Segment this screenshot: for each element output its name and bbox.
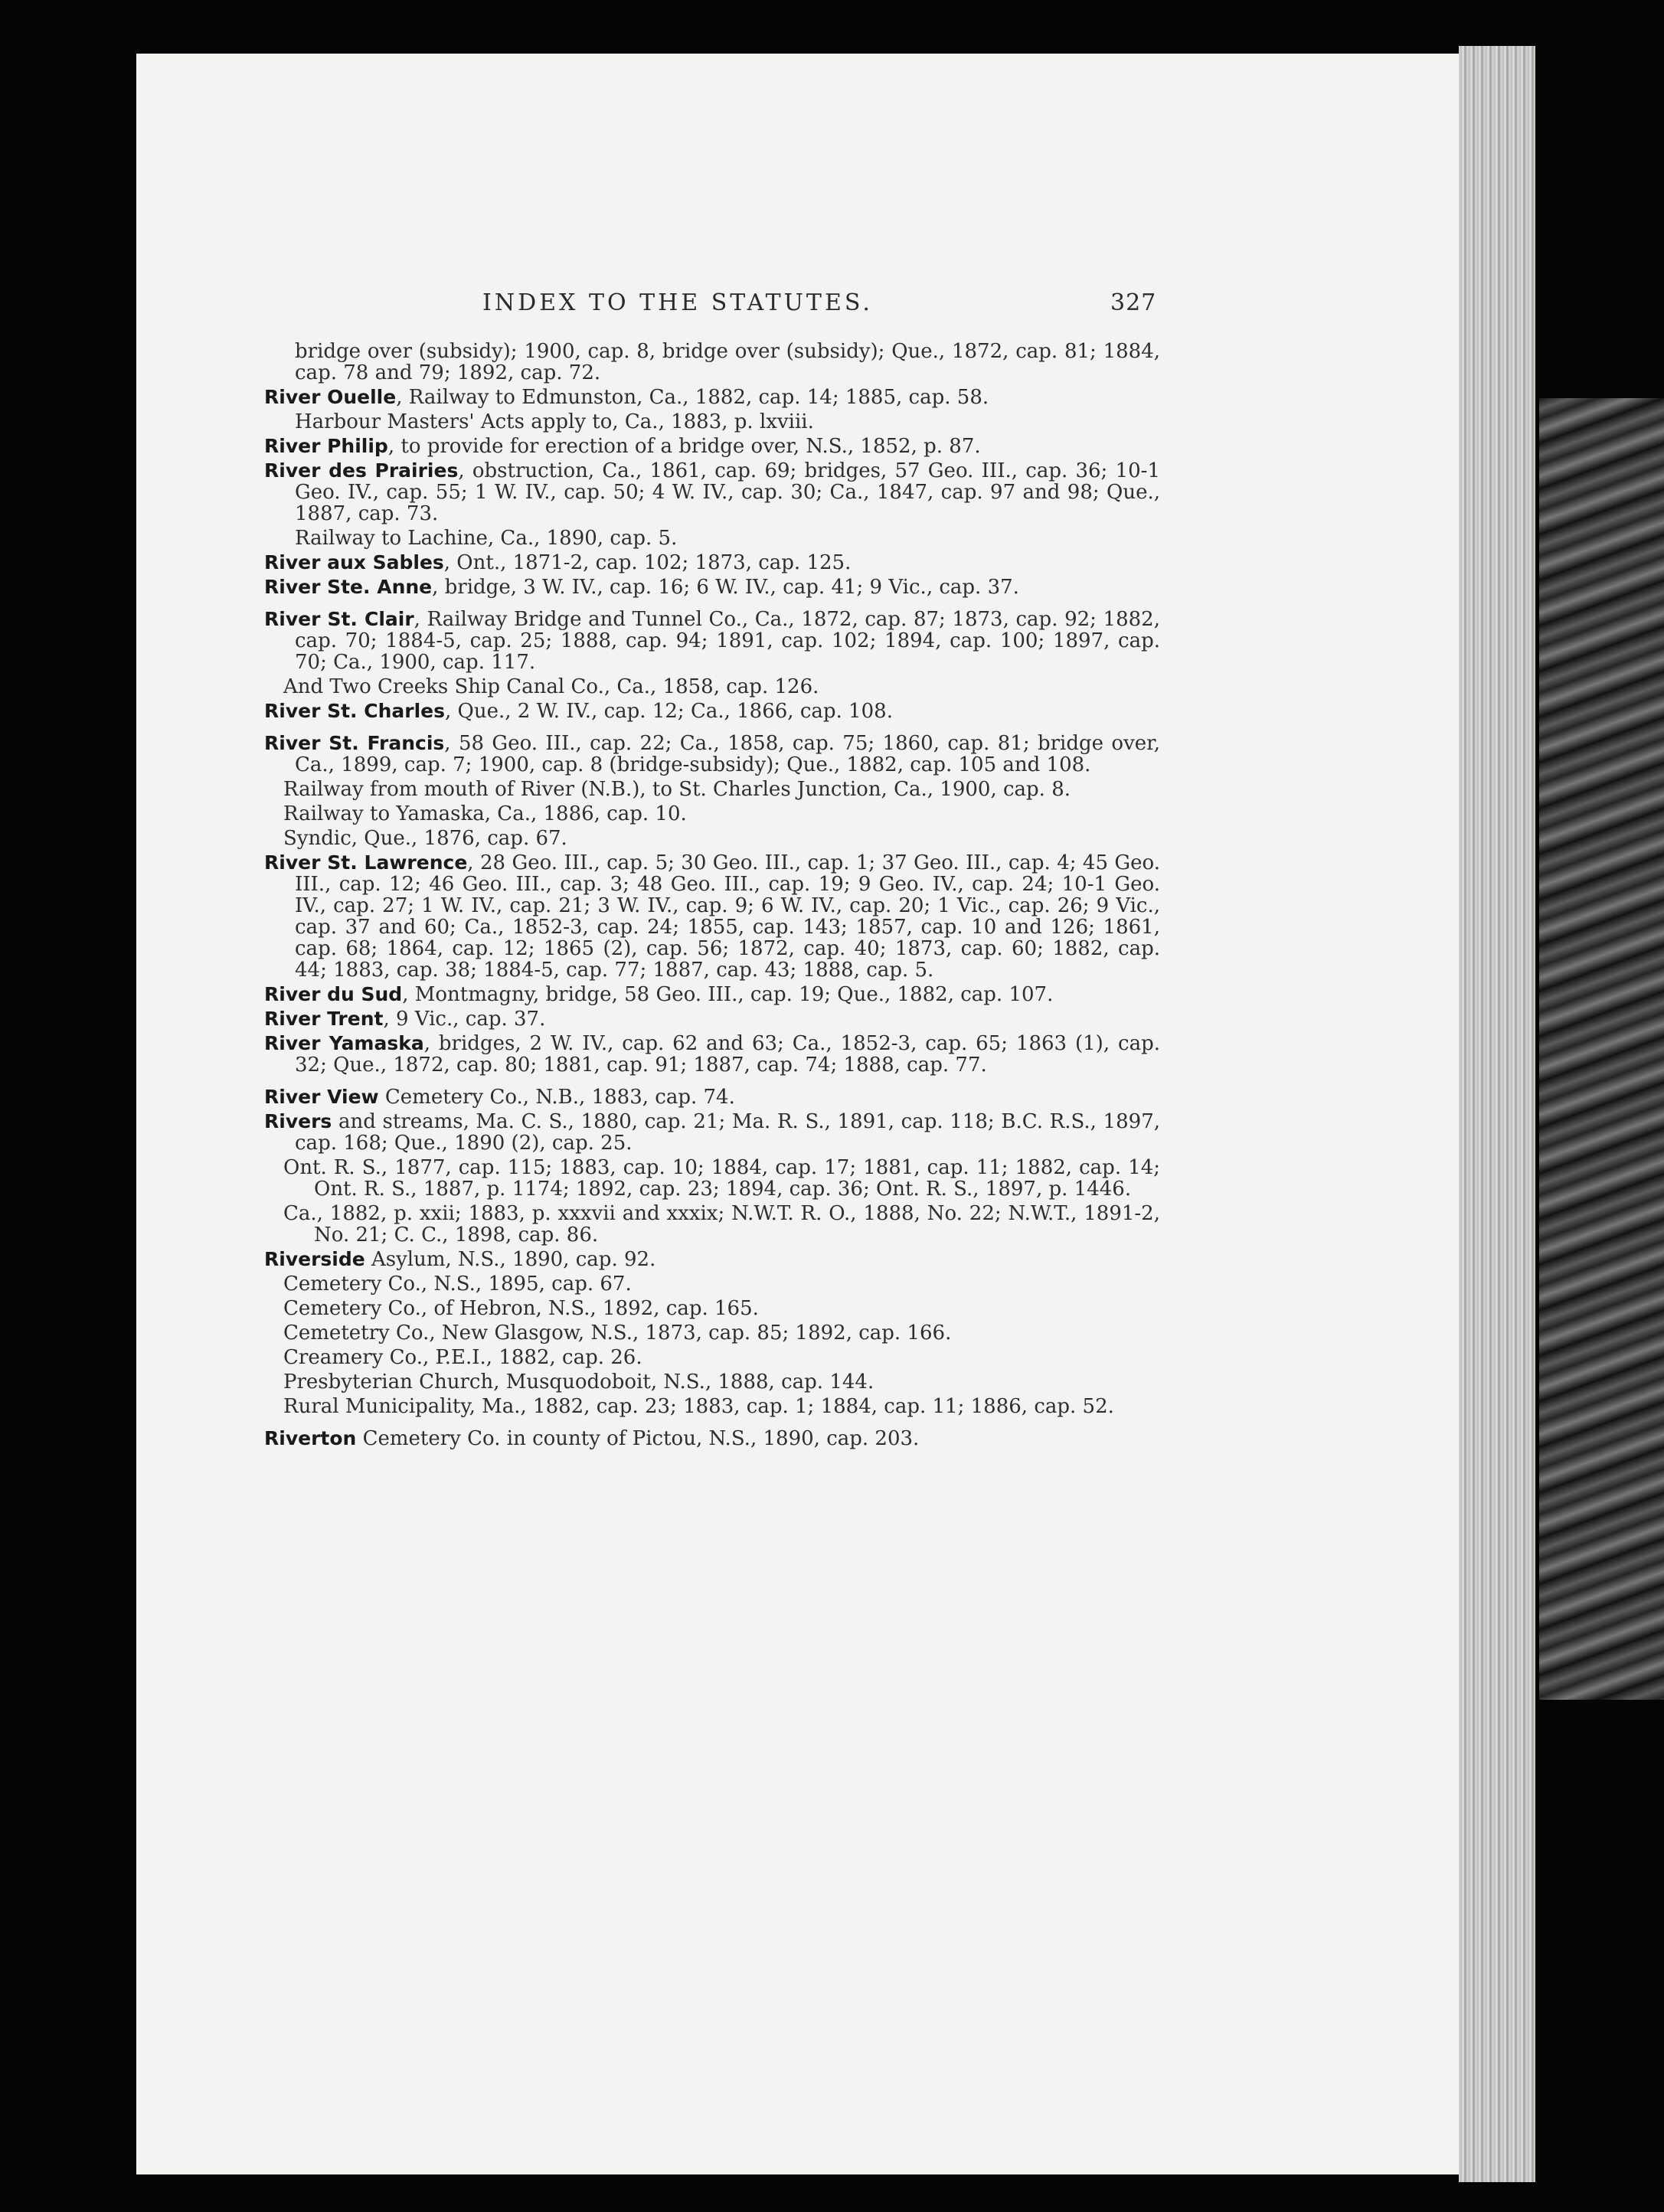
entry-heading: River St. Lawrence — [264, 851, 468, 874]
entry-text: Cemetetry Co., New Glasgow, N.S., 1873, cap. 85; 1892, cap. 166. — [283, 1322, 952, 1345]
entry-text: Cemetery Co., of Hebron, N.S., 1892, cap. 165. — [283, 1297, 759, 1320]
index-entry — [283, 676, 1160, 698]
entry-text: and streams, Ma. C. S., 1880, cap. 21; Ma. R. S., 1891, cap. 118; B.C. R.S., 1897, cap. 168; Que., 1890 (2), cap. 25. — [295, 1110, 1160, 1155]
index-entry — [283, 1273, 1160, 1295]
page-number: 327 — [1110, 289, 1157, 316]
entry-heading: River aux Sables — [264, 551, 444, 573]
index-entry — [264, 387, 1160, 408]
index-entry — [283, 828, 1160, 849]
index-entry — [283, 1322, 1160, 1344]
index-entry — [264, 1428, 1160, 1449]
entry-text: , 58 Geo. III., cap. 22; Ca., 1858, cap. 75; 1860, cap. 81; bridge over, Ca., 1899, cap. 7; 1900, cap. 8 (bridge-subsidy); Que., 1882, cap. 105 and 108. — [295, 732, 1160, 776]
header-title: INDEX TO THE STATUTES. — [482, 289, 873, 316]
index-entry — [264, 1008, 1160, 1030]
entry-text: , Ont., 1871-2, cap. 102; 1873, cap. 125. — [443, 551, 852, 574]
entry-heading: Rivers — [264, 1110, 332, 1132]
entry-text: Ont. R. S., 1877, cap. 115; 1883, cap. 10; 1884, cap. 17; 1881, cap. 11; 1882, cap. 14; Ont. R. S., 1887, p. 1174; 1892, cap. 23; 1894, cap. 36; Ont. R. S., 1897, p. 1446. — [283, 1156, 1160, 1201]
entry-text: , bridge, 3 W. IV., cap. 16; 6 W. IV., cap. 41; 9 Vic., cap. 37. — [432, 576, 1019, 599]
entry-text: Railway to Yamaska, Ca., 1886, cap. 10. — [283, 802, 687, 825]
marbled-edge — [1539, 398, 1664, 1700]
index-entry — [283, 1203, 1160, 1246]
index-entry — [283, 803, 1160, 825]
index-entry — [283, 1298, 1160, 1319]
index-entry — [264, 1249, 1160, 1270]
index-entry — [264, 1086, 1160, 1108]
entry-heading: River Philip — [264, 435, 388, 457]
entry-heading: Riverton — [264, 1427, 357, 1449]
index-entry — [264, 552, 1160, 573]
entry-text: , Montmagny, bridge, 58 Geo. III., cap. 19; Que., 1882, cap. 107. — [402, 983, 1054, 1006]
index-entry — [283, 1347, 1160, 1368]
index-entry — [264, 733, 1160, 776]
index-entry — [283, 1396, 1160, 1417]
entry-heading: River View — [264, 1086, 379, 1108]
entry-text: , to provide for erection of a bridge over, N.S., 1852, p. 87. — [387, 435, 981, 458]
entry-text: Railway from mouth of River (N.B.), to St. Charles Junction, Ca., 1900, cap. 8. — [283, 778, 1071, 801]
index-entries — [264, 341, 1160, 1452]
index-entry — [264, 1111, 1160, 1154]
entry-heading: River du Sud — [264, 983, 403, 1005]
entry-text: , bridges, 2 W. IV., cap. 62 and 63; Ca., 1852-3, cap. 65; 1863 (1), cap. 32; Que., 1872, cap. 80; 1881, cap. 91; 1887, cap. 74; 1888, cap. 77. — [295, 1032, 1160, 1077]
index-entry — [283, 1157, 1160, 1200]
entry-heading: River St. Clair — [264, 608, 414, 630]
entry-text: , 9 Vic., cap. 37. — [383, 1008, 546, 1031]
entry-text: Cemetery Co., N.B., 1883, cap. 74. — [378, 1086, 735, 1109]
page-edges — [1459, 46, 1535, 2182]
index-entry — [264, 460, 1160, 524]
entry-text: Cemetery Co., N.S., 1895, cap. 67. — [283, 1273, 632, 1296]
index-entry — [264, 609, 1160, 673]
entry-text: Presbyterian Church, Musquodoboit, N.S., 1888, cap. 144. — [283, 1371, 874, 1394]
entry-text: Syndic, Que., 1876, cap. 67. — [283, 827, 567, 850]
index-entry — [264, 984, 1160, 1005]
entry-text: , Railway Bridge and Tunnel Co., Ca., 1872, cap. 87; 1873, cap. 92; 1882, cap. 70; 1884-5, cap. 25; 1888, cap. 94; 1891, cap. 102; 1894, cap. 100; 1897, cap. 70; Ca., 1900, cap. 117. — [295, 608, 1160, 674]
entry-text: , obstruction, Ca., 1861, cap. 69; bridges, 57 Geo. III., cap. 36; 10-1 Geo. IV., cap. 55; 1 W. IV., cap. 50; 4 W. IV., cap. 30; Ca., 1847, cap. 97 and 98; Que., 1887, cap. 73. — [295, 459, 1160, 525]
entry-heading: River Ste. Anne — [264, 576, 433, 598]
index-entry — [264, 436, 1160, 457]
entry-heading: Riverside — [264, 1248, 365, 1270]
entry-heading: River Yamaska — [264, 1032, 424, 1054]
entry-text: And Two Creeks Ship Canal Co., Ca., 1858, cap. 126. — [283, 675, 819, 698]
entry-text: Asylum, N.S., 1890, cap. 92. — [365, 1248, 656, 1271]
index-entry — [283, 1371, 1160, 1393]
entry-text: Railway to Lachine, Ca., 1890, cap. 5. — [295, 527, 678, 550]
index-entry — [264, 852, 1160, 981]
entry-heading: River St. Charles — [264, 700, 446, 722]
entry-text: , Que., 2 W. IV., cap. 12; Ca., 1866, cap. 108. — [445, 700, 893, 723]
entry-text: Creamery Co., P.E.I., 1882, cap. 26. — [283, 1346, 642, 1369]
index-entry — [264, 341, 1160, 384]
index-entry — [283, 779, 1160, 800]
entry-text: , Railway to Edmunston, Ca., 1882, cap. 14; 1885, cap. 58. — [396, 386, 989, 409]
entry-heading: River Ouelle — [264, 386, 397, 408]
entry-text: Harbour Masters' Acts apply to, Ca., 1883, p. lxviii. — [295, 410, 814, 433]
entry-text: , 28 Geo. III., cap. 5; 30 Geo. III., cap. 1; 37 Geo. III., cap. 4; 45 Geo. III., cap. 12; 46 Geo. III., cap. 3; 48 Geo. III., cap. 19; 9 Geo. IV., cap. 24; 10-1 Geo. IV., cap. 27; 1 W. IV., cap. 21; 3 W. IV., cap. 9; 6 W. IV., cap. 20; 1 Vic., cap. 26; 9 Vic., cap. 37 and 60; Ca., 1852-3, cap. 24; 1855, cap. 143; 1857, cap. 10 and 126; 1861, cap. 68; 1864, cap. 12; 1865 (2), cap. 56; 1872, cap. 40; 1873, cap. 60; 1882, cap. 44; 1883, cap. 38; 1884-5, cap. 77; 1887, cap. 43; 1888, cap. 5. — [295, 851, 1160, 982]
entry-text: bridge over (subsidy); 1900, cap. 8, bridge over (subsidy); Que., 1872, cap. 81; 1884, cap. 78 and 79; 1892, cap. 72. — [295, 340, 1160, 384]
index-entry — [264, 1033, 1160, 1076]
entry-text: Ca., 1882, p. xxii; 1883, p. xxxvii and xxxix; N.W.T. R. O., 1888, No. 22; N.W.T., 1891-2, No. 21; C. C., 1898, cap. 86. — [283, 1202, 1160, 1246]
entry-heading: River Trent — [264, 1008, 384, 1030]
index-entry — [295, 528, 1160, 549]
index-entry — [295, 411, 1160, 433]
entry-text: Rural Municipality, Ma., 1882, cap. 23; 1883, cap. 1; 1884, cap. 11; 1886, cap. 52. — [283, 1395, 1114, 1418]
index-entry — [264, 701, 1160, 722]
index-entry — [264, 577, 1160, 598]
entry-heading: River des Prairies — [264, 459, 459, 482]
entry-text: Cemetery Co. in county of Pictou, N.S., 1890, cap. 203. — [356, 1427, 920, 1450]
entry-heading: River St. Francis — [264, 732, 445, 754]
